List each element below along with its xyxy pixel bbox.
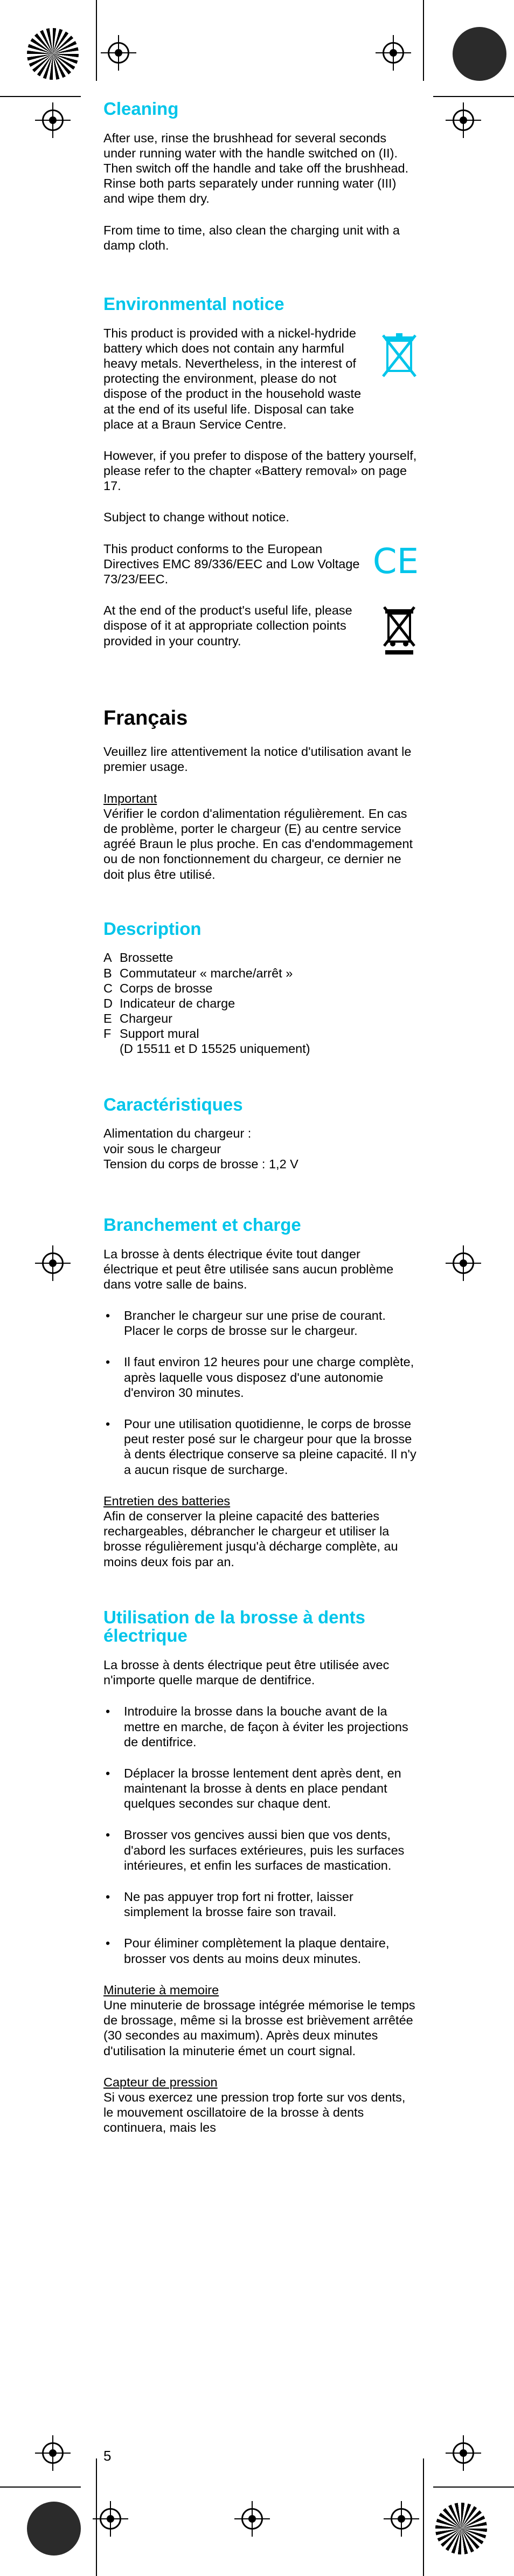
battery-notice-block	[103, 326, 419, 448]
branchement-intro: La brosse à dents électrique évite tout danger électrique et peut être utilisée sans aucun problème dans votre salle de bains.	[103, 1246, 394, 1291]
list-item: • Ne pas appuyer trop fort ni frotter, laisser simplement la brosse faire son travail.	[103, 1889, 419, 1919]
charger-supply-value: voir sous le chargeur	[103, 1141, 221, 1156]
list-item: • Déplacer la brosse lentement dent après dent, en maintenant la brosse à dents en place pendant quelques secondes sur chaque dent.	[103, 1766, 419, 1812]
minuterie-label: Minuterie à memoire	[103, 1982, 219, 1997]
description-list	[103, 950, 419, 1056]
registration-mark-left-top	[42, 109, 64, 131]
list-item: F Support mural	[103, 1027, 199, 1041]
list-item: E Chargeur	[103, 1011, 172, 1026]
utilisation-section	[103, 1608, 419, 2136]
branchement-section	[103, 1216, 419, 1569]
crop-line-right-bottom	[433, 2487, 514, 2488]
capteur-text: Si vous exercez une pression trop forte sur vos dents, le mouvement oscillatoire de la brosse à dents continuera, mais les	[103, 2090, 406, 2135]
registration-mark-bottom-center	[241, 2508, 263, 2530]
starburst-mark-top-left	[27, 28, 79, 80]
handle-voltage: Tension du corps de brosse : 1,2 V	[103, 1156, 298, 1171]
environmental-paragraph-2: However, if you prefer to dispose of the battery yourself, please refer to the chapter «Battery removal» on page 17.	[103, 448, 417, 493]
branchement-heading: Branchement et charge	[103, 1214, 301, 1235]
crop-line-bottom-left	[96, 2458, 97, 2576]
crossed-bin-battery-icon	[381, 331, 419, 382]
important-label: Important	[103, 791, 157, 805]
utilisation-bullets	[103, 1704, 419, 1966]
list-item: C Corps de brosse	[103, 981, 213, 995]
list-item: A Brossette	[103, 950, 173, 965]
crop-line-bottom-right	[423, 2458, 424, 2576]
crop-line-top-right	[423, 0, 424, 81]
caracteristiques-section	[103, 1096, 419, 1172]
list-item: • Introduire la brosse dans la bouche avant de la mettre en marche, de façon à éviter les projections de dentifrice.	[103, 1704, 419, 1750]
cleaning-paragraph-2: From time to time, also clean the charging unit with a damp cloth.	[103, 223, 400, 252]
cleaning-paragraph-1: After use, rinse the brushhead for several seconds under running water with the handle switched on (II). Then switch off the handle and take off the brushhead. Rinse both parts separately under running water (III) and wipe them dry.	[103, 130, 409, 206]
crossed-wheelie-bin-icon	[381, 603, 419, 659]
minuterie-text: Une minuterie de brossage intégrée mémorise le temps de brossage, même si la brosse est brièvement arrêtée (30 secondes au maximum). Après deux minutes d'utilisation la minuterie émet un court signal.	[103, 1998, 415, 2058]
entretien-text: Afin de conserver la pleine capacité des batteries rechargeables, débrancher le chargeur et utiliser la brosse régulièrement jusqu'à décharge complète, au moins deux fois par an.	[103, 1509, 398, 1569]
cleaning-section	[103, 100, 419, 253]
important-text: Vérifier le cordon d'alimentation régulièrement. En cas de problème, porter le chargeur (E) au centre service agréé Braun le plus proche. En cas d'endommagement ou de non fonctionnement du chargeur, ce dernier ne doit plus être utilisé.	[103, 806, 413, 881]
list-item: B Commutateur « marche/arrêt »	[103, 966, 293, 980]
environmental-paragraph-5: At the end of the product's useful life, please dispose of it at appropriate collection points provided in your country.	[103, 603, 352, 648]
branchement-bullets	[103, 1308, 419, 1477]
capteur-label: Capteur de pression	[103, 2075, 218, 2089]
list-item: • Brancher le chargeur sur une prise de courant. Placer le corps de brosse sur le chargeur.	[103, 1308, 419, 1338]
crop-line-left-top	[0, 96, 81, 97]
francais-section	[103, 707, 419, 882]
environmental-paragraph-1: This product is provided with a nickel-hydride battery which does not contain any harmful heavy metals. Nevertheless, in the interest of protecting the environment, please do not dispose of the product in the household waste at the end of its useful life. Disposal can take place at a Braun Service Centre.	[103, 326, 362, 431]
page-number: 5	[103, 2448, 112, 2464]
utilisation-heading: Utilisation de la brosse à dents électrique	[103, 1607, 365, 1646]
registration-mark-bottom-right	[391, 2508, 412, 2530]
registration-mark-left-middle	[42, 1252, 64, 1274]
ce-mark-icon: CE	[372, 541, 419, 582]
crop-line-left-bottom	[0, 2487, 81, 2488]
list-item: D Indicateur de charge	[103, 996, 235, 1010]
crop-line-top-left	[96, 0, 97, 81]
color-disc-bottom-left	[27, 2502, 81, 2556]
list-item: • Pour une utilisation quotidienne, le corps de brosse peut rester posé sur le chargeur pour que la brosse à dents électrique conserve sa pleine capacité. Il n'y a aucun risque de surcharge.	[103, 1416, 419, 1477]
color-disc-top-right	[453, 27, 506, 81]
environmental-section	[103, 295, 419, 659]
registration-mark-top-center-left	[108, 42, 129, 64]
list-item-note: (D 15511 et D 15525 uniquement)	[120, 1042, 310, 1056]
registration-mark-right-top	[453, 109, 474, 131]
starburst-mark-bottom-right	[435, 2503, 487, 2554]
cleaning-heading: Cleaning	[103, 99, 179, 119]
registration-mark-top-center-right	[383, 42, 404, 64]
list-item: • Il faut environ 12 heures pour une charge complète, après laquelle vous disposez d'une autonomie d'environ 30 minutes.	[103, 1354, 419, 1400]
environmental-paragraph-3: Subject to change without notice.	[103, 510, 289, 525]
francais-heading: Français	[103, 707, 188, 730]
utilisation-intro: La brosse à dents électrique peut être utilisée avec n'importe quelle marque de dentifrice.	[103, 1657, 390, 1688]
crop-line-right-top	[433, 96, 514, 97]
entretien-label: Entretien des batteries	[103, 1493, 231, 1508]
list-item: • Pour éliminer complètement la plaque dentaire, brosser vos dents au moins deux minutes.	[103, 1936, 419, 1966]
registration-mark-right-bottom	[453, 2442, 474, 2464]
registration-mark-bottom-left	[100, 2508, 121, 2530]
environmental-paragraph-4: This product conforms to the European Directives EMC 89/336/EEC and Low Voltage 73/23/EEC.	[103, 541, 360, 587]
caracteristiques-heading: Caractéristiques	[103, 1094, 243, 1114]
ce-conformity-block	[103, 541, 419, 603]
description-section	[103, 920, 419, 1057]
list-item: • Brosser vos gencives aussi bien que vos dents, d'abord les surfaces extérieures, puis les surfaces intérieures, et enfin les surfaces de mastication.	[103, 1827, 419, 1873]
francais-intro: Veuillez lire attentivement la notice d'utilisation avant le premier usage.	[103, 745, 412, 774]
registration-mark-left-bottom	[42, 2442, 64, 2464]
weee-block	[103, 603, 419, 659]
registration-mark-right-middle	[453, 1252, 474, 1274]
page-content	[103, 100, 419, 2135]
description-heading: Description	[103, 918, 202, 939]
charger-supply-label: Alimentation du chargeur :	[103, 1126, 252, 1141]
environmental-heading: Environmental notice	[103, 293, 284, 314]
